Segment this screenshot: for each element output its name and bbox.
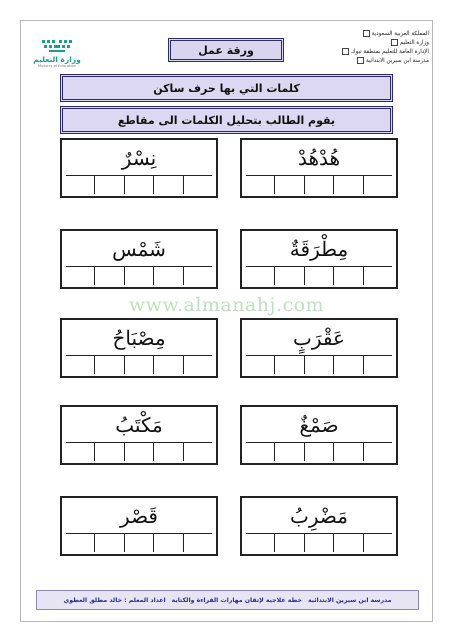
word-card [240, 496, 398, 556]
syllable-cells[interactable] [246, 442, 392, 461]
word-text: مَكْتَبُ [115, 413, 163, 437]
word-text: قَصْر [120, 504, 158, 528]
word-card [60, 229, 218, 289]
syllable-cells[interactable] [66, 355, 212, 374]
syllable-cells[interactable] [66, 442, 212, 461]
syllable-cells[interactable] [246, 266, 392, 285]
syllable-cells[interactable] [246, 355, 392, 374]
word-text: مِطْرَقَةٌ [289, 237, 349, 261]
checkbox-icon [363, 30, 370, 37]
logo-name: وزارة التعليم [33, 55, 81, 64]
checkbox-icon [357, 57, 364, 64]
ministry-logo-icon [40, 36, 74, 54]
word-text: شَمْس [112, 237, 166, 261]
word-card [240, 405, 398, 465]
footer-school: مدرسة ابن سيرين الابتدائية [307, 596, 392, 604]
syllable-cells[interactable] [66, 533, 212, 552]
topic-banner: كلمات التي بها حرف ساكن [60, 74, 393, 102]
info-line-4: مدرسة ابن سيرين الابتدائية [365, 58, 429, 64]
word-text: هُدْهُدْ [297, 146, 341, 170]
word-text: مِصْبَاحُ [112, 326, 166, 350]
syllable-cells[interactable] [66, 175, 212, 194]
word-text: صَمْغٌ [299, 413, 339, 437]
footer-plan: خطة علاجية لإتقان مهارات القراءة والكتابة [171, 596, 302, 604]
watermark: www.almanahj.com [128, 294, 325, 316]
checkbox-icon [391, 39, 398, 46]
word-card [60, 496, 218, 556]
instruction-banner: يقوم الطالب بتحليل الكلمات الى مقاطع [60, 106, 393, 134]
info-line-2: وزارة التعليم [399, 40, 429, 46]
worksheet-title: ورقة عمل [168, 38, 284, 62]
word-card [60, 318, 218, 378]
footer-teacher: اعداد المعلم : خالد مطلق العطوي [63, 596, 166, 604]
info-line-3: الإدارة العامة للتعليم بمنطقة تبوك [350, 49, 429, 55]
footer-bar [36, 590, 419, 610]
syllable-cells[interactable] [246, 175, 392, 194]
word-text: عَقْرَبٍ [293, 326, 345, 350]
checkbox-icon [342, 48, 349, 55]
word-card [240, 138, 398, 198]
word-card [60, 138, 218, 198]
word-card [240, 229, 398, 289]
word-card [240, 318, 398, 378]
logo-subtitle: Ministry of Education [38, 64, 76, 68]
syllable-cells[interactable] [66, 266, 212, 285]
syllable-cells[interactable] [246, 533, 392, 552]
word-text: مَضْرِبُ [290, 504, 348, 528]
ministry-logo [32, 36, 82, 76]
school-info [329, 30, 429, 66]
info-line-1: المملكة العربية السعودية [371, 31, 429, 37]
word-card [60, 405, 218, 465]
word-text: نِسْرٌ [121, 146, 157, 170]
